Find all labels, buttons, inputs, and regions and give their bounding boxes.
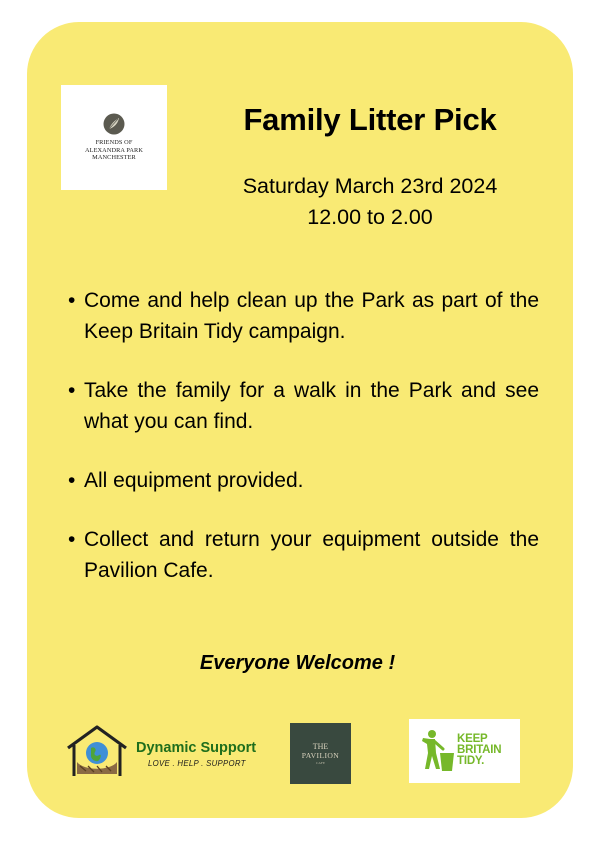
house-globe-icon — [64, 724, 130, 778]
friends-logo-line-3: MANCHESTER — [92, 154, 136, 162]
pavilion-logo-sub: CAFE — [316, 760, 325, 765]
pavilion-cafe-logo — [290, 723, 351, 784]
dynamic-support-name: Dynamic Support — [136, 740, 257, 756]
bullet-dot: • — [68, 528, 76, 551]
everyone-welcome-text: Everyone Welcome ! — [199, 652, 396, 674]
leaf-icon — [103, 113, 125, 135]
kbt-line-3: TIDY. — [457, 755, 485, 767]
keep-britain-tidy-logo — [409, 719, 520, 783]
pavilion-logo-name: PAVILION — [301, 750, 340, 760]
kbt-line-2: BRITAIN — [457, 744, 502, 756]
bullet-item — [68, 524, 539, 586]
friends-of-alexandra-park-logo — [61, 85, 167, 190]
bullet-text: Come and help clean up the Park as part of the Keep Britain Tidy campaign. — [84, 289, 539, 343]
bullet-dot: • — [68, 469, 76, 492]
event-date-time — [190, 171, 550, 233]
poster-title: Family Litter Pick — [243, 102, 497, 137]
tidyman-bin-icon — [421, 729, 455, 773]
pavilion-logo-the: THE — [312, 741, 329, 751]
bullet-item — [68, 285, 539, 347]
bullet-dot: • — [68, 289, 76, 312]
dynamic-support-logo — [64, 724, 264, 780]
bullet-item — [68, 465, 539, 496]
kbt-line-1: KEEP — [457, 733, 488, 745]
info-bullet-list — [68, 285, 539, 614]
bullet-text: All equipment provided. — [84, 469, 304, 492]
bullet-text: Take the family for a walk in the Park and see what you can find. — [84, 379, 539, 433]
event-time: 12.00 to 2.00 — [307, 205, 433, 229]
keep-britain-tidy-text — [457, 734, 501, 767]
dynamic-support-tagline: LOVE . HELP . SUPPORT — [148, 759, 246, 768]
bullet-dot: • — [68, 379, 76, 402]
bullet-item — [68, 375, 539, 437]
friends-logo-line-2: ALEXANDRA PARK — [84, 146, 144, 154]
event-date: Saturday March 23rd 2024 — [242, 174, 498, 198]
friends-logo-line-1: FRIENDS OF — [95, 139, 133, 147]
bullet-text: Collect and return your equipment outside the Pavilion Cafe. — [84, 528, 539, 582]
